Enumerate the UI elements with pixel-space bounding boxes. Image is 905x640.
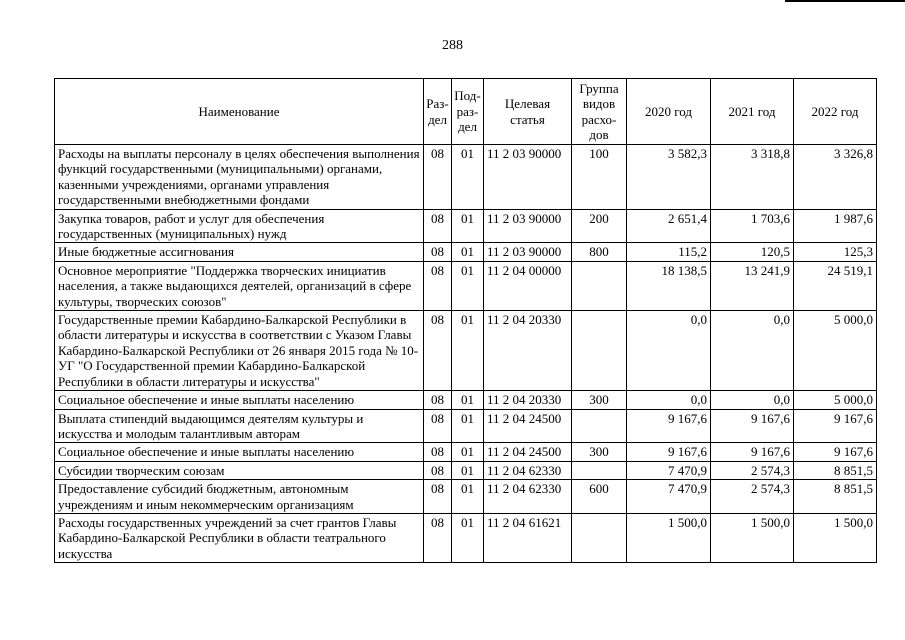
cell-2020: 0,0 xyxy=(627,391,711,409)
budget-table xyxy=(54,78,877,563)
cell-section: 08 xyxy=(424,391,452,409)
cell-2020: 9 167,6 xyxy=(627,443,711,461)
cell-target-article: 11 2 04 24500 xyxy=(484,409,572,443)
table-row xyxy=(55,391,877,409)
header-2022: 2022 год xyxy=(794,79,877,145)
cell-target-article: 11 2 04 62330 xyxy=(484,461,572,479)
cell-subsection: 01 xyxy=(452,513,484,562)
table-row xyxy=(55,409,877,443)
cell-subsection: 01 xyxy=(452,145,484,210)
cell-target-article: 11 2 04 20330 xyxy=(484,311,572,391)
cell-2021: 1 500,0 xyxy=(711,513,794,562)
cell-2022: 1 987,6 xyxy=(794,209,877,243)
table-row xyxy=(55,480,877,514)
cell-name: Расходы государственных учреждений за счет грантов Главы Кабардино-Балкарской Республики в области театрального искусства xyxy=(55,513,424,562)
cell-2021: 3 318,8 xyxy=(711,145,794,210)
cell-2021: 9 167,6 xyxy=(711,409,794,443)
cell-target-article: 11 2 04 61621 xyxy=(484,513,572,562)
table-row xyxy=(55,261,877,310)
cell-2021: 9 167,6 xyxy=(711,443,794,461)
cell-2022: 3 326,8 xyxy=(794,145,877,210)
cell-expense-group: 300 xyxy=(572,391,627,409)
cell-name: Государственные премии Кабардино-Балкарской Республики в области литературы и искусства в соответствии с Указом Главы Кабардино-Балкарской Республики от 26 января 2015 года № 10-УГ "О Государственной премии Кабардино-Балкарской Республики в области литературы и искусства" xyxy=(55,311,424,391)
cell-name: Социальное обеспечение и иные выплаты населению xyxy=(55,443,424,461)
cell-2020: 9 167,6 xyxy=(627,409,711,443)
header-expense-group: Группа видов расхо- дов xyxy=(572,79,627,145)
cell-expense-group: 200 xyxy=(572,209,627,243)
cell-2022: 8 851,5 xyxy=(794,480,877,514)
header-section: Раз- дел xyxy=(424,79,452,145)
cell-expense-group xyxy=(572,311,627,391)
cell-section: 08 xyxy=(424,311,452,391)
cell-expense-group: 600 xyxy=(572,480,627,514)
cell-expense-group: 300 xyxy=(572,443,627,461)
table-body xyxy=(55,145,877,563)
cell-2021: 13 241,9 xyxy=(711,261,794,310)
cell-expense-group xyxy=(572,261,627,310)
cell-2022: 5 000,0 xyxy=(794,391,877,409)
cell-subsection: 01 xyxy=(452,311,484,391)
cell-target-article: 11 2 04 62330 xyxy=(484,480,572,514)
header-row xyxy=(55,79,877,145)
cell-subsection: 01 xyxy=(452,261,484,310)
cell-target-article: 11 2 03 90000 xyxy=(484,243,572,261)
cell-expense-group xyxy=(572,461,627,479)
cell-expense-group: 800 xyxy=(572,243,627,261)
cell-2022: 5 000,0 xyxy=(794,311,877,391)
header-name: Наименование xyxy=(55,79,424,145)
cell-2021: 1 703,6 xyxy=(711,209,794,243)
table-row xyxy=(55,209,877,243)
cell-target-article: 11 2 03 90000 xyxy=(484,209,572,243)
cell-section: 08 xyxy=(424,261,452,310)
table-row xyxy=(55,145,877,210)
cell-2020: 1 500,0 xyxy=(627,513,711,562)
cell-2020: 2 651,4 xyxy=(627,209,711,243)
cell-2020: 3 582,3 xyxy=(627,145,711,210)
cell-target-article: 11 2 04 00000 xyxy=(484,261,572,310)
cell-section: 08 xyxy=(424,243,452,261)
cell-section: 08 xyxy=(424,480,452,514)
cell-name: Иные бюджетные ассигнования xyxy=(55,243,424,261)
table-row xyxy=(55,311,877,391)
cell-2022: 9 167,6 xyxy=(794,443,877,461)
cell-2020: 7 470,9 xyxy=(627,461,711,479)
table-row xyxy=(55,461,877,479)
cell-2022: 125,3 xyxy=(794,243,877,261)
cell-name: Предоставление субсидий бюджетным, автономным учреждениям и иным некоммерческим организациям xyxy=(55,480,424,514)
cell-subsection: 01 xyxy=(452,443,484,461)
table-row xyxy=(55,513,877,562)
cell-2022: 1 500,0 xyxy=(794,513,877,562)
cell-name: Субсидии творческим союзам xyxy=(55,461,424,479)
cell-2021: 0,0 xyxy=(711,391,794,409)
header-2021: 2021 год xyxy=(711,79,794,145)
cell-subsection: 01 xyxy=(452,243,484,261)
cell-subsection: 01 xyxy=(452,409,484,443)
cell-subsection: 01 xyxy=(452,391,484,409)
header-target-article: Целевая статья xyxy=(484,79,572,145)
header-subsection: Под- раз- дел xyxy=(452,79,484,145)
cell-2022: 8 851,5 xyxy=(794,461,877,479)
cell-name: Социальное обеспечение и иные выплаты населению xyxy=(55,391,424,409)
cell-name: Выплата стипендий выдающимся деятелям культуры и искусства и молодым талантливым авторам xyxy=(55,409,424,443)
cell-section: 08 xyxy=(424,461,452,479)
cell-2020: 7 470,9 xyxy=(627,480,711,514)
cell-2022: 24 519,1 xyxy=(794,261,877,310)
cell-expense-group: 100 xyxy=(572,145,627,210)
cell-2020: 18 138,5 xyxy=(627,261,711,310)
cell-name: Основное мероприятие "Поддержка творческих инициатив населения, а также выдающихся деятелей, организаций в сфере культуры, творческих союзов" xyxy=(55,261,424,310)
cell-2021: 120,5 xyxy=(711,243,794,261)
cell-2021: 2 574,3 xyxy=(711,480,794,514)
cell-expense-group xyxy=(572,409,627,443)
cell-2021: 0,0 xyxy=(711,311,794,391)
cell-target-article: 11 2 03 90000 xyxy=(484,145,572,210)
cell-2022: 9 167,6 xyxy=(794,409,877,443)
cell-section: 08 xyxy=(424,443,452,461)
cell-section: 08 xyxy=(424,513,452,562)
cell-target-article: 11 2 04 20330 xyxy=(484,391,572,409)
cell-2021: 2 574,3 xyxy=(711,461,794,479)
cell-2020: 0,0 xyxy=(627,311,711,391)
cell-name: Расходы на выплаты персоналу в целях обеспечения выполнения функций государственными (муниципальными) органами, казенными учреждениями, органами управления государственными внебюджетными фондами xyxy=(55,145,424,210)
top-rule xyxy=(785,0,905,2)
page-number: 288 xyxy=(442,38,463,53)
cell-expense-group xyxy=(572,513,627,562)
cell-name: Закупка товаров, работ и услуг для обеспечения государственных (муниципальных) нужд xyxy=(55,209,424,243)
cell-subsection: 01 xyxy=(452,480,484,514)
cell-subsection: 01 xyxy=(452,209,484,243)
cell-2020: 115,2 xyxy=(627,243,711,261)
cell-section: 08 xyxy=(424,409,452,443)
cell-section: 08 xyxy=(424,209,452,243)
header-2020: 2020 год xyxy=(627,79,711,145)
table-row xyxy=(55,243,877,261)
cell-target-article: 11 2 04 24500 xyxy=(484,443,572,461)
cell-section: 08 xyxy=(424,145,452,210)
cell-subsection: 01 xyxy=(452,461,484,479)
table-row xyxy=(55,443,877,461)
